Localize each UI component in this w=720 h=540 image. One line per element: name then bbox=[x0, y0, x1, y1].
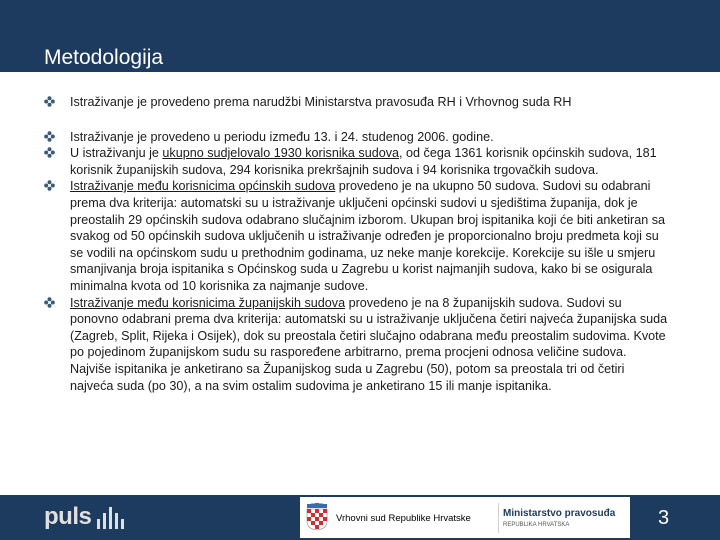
diamond-bullet-icon bbox=[44, 180, 55, 191]
ministry-name: Ministarstvo pravosuđa bbox=[503, 508, 616, 519]
header-bar bbox=[0, 0, 720, 72]
list-item bbox=[44, 94, 669, 111]
methodology-list bbox=[44, 94, 669, 394]
item-text: Istraživanje je provedeno prema narudžbi Ministarstva pravosuđa RH i Vrhovnog suda RH bbox=[70, 95, 572, 109]
footer-bar bbox=[0, 495, 720, 540]
item-text-underlined: ukupno sudjelovalo 1930 korisnika sudova bbox=[162, 146, 400, 161]
logo-text: puls bbox=[44, 503, 92, 530]
item-text-post: provedeno je na ukupno 50 sudova. Sudovi su odabrani prema dva kriterija: automatski su u istraživanje uključeni općinski sudovi u sjedištima županija, dok je preostalih 29 općinskih sudova odabrano slučajnim izborom. Ukupan broj ispitanika koji će biti anketiran sa svakog od 50 općinskih sudova uključenih u istraživanje određen je proporcionalno broju predmeta koji su se vodili na općinskom sudu u prethodnim godinama, uz neke manje korekcije. Korekcije su išle u smjeru smanjivanja broja ispitanika s Općinskog suda u Zagrebu u korist najmanjih sudova, kako bi se osigurala minimalna kvota od 10 korisnika za najmanje sudove. bbox=[70, 179, 666, 293]
diamond-bullet-icon bbox=[44, 297, 55, 308]
diamond-bullet-icon bbox=[44, 131, 55, 142]
list-item bbox=[44, 129, 669, 146]
item-text: Istraživanje je provedeno u periodu između 13. i 24. studenog 2006. godine. bbox=[70, 129, 494, 144]
slide-title: Metodologija bbox=[44, 46, 164, 69]
partner-logo-strip bbox=[300, 497, 630, 538]
page-number: 3 bbox=[658, 507, 670, 529]
ministry-subtitle: REPUBLIKA HRVATSKA bbox=[503, 522, 570, 528]
croatian-coat-of-arms-icon bbox=[306, 503, 328, 531]
list-item bbox=[44, 295, 669, 395]
diamond-bullet-icon bbox=[44, 96, 55, 107]
item-text-post: , od čega 1361 korisnik općinskih sudova, 181 korisnik županijskih sudova, 294 korisnika prekršajnih sudova i 94 korisnika trgovačkih sudova. bbox=[70, 146, 657, 177]
item-text-underlined: Istraživanje među korisnicima županijskih sudova bbox=[70, 295, 346, 310]
list-item bbox=[44, 178, 669, 294]
ministry-logo bbox=[498, 503, 627, 533]
item-text-pre: U istraživanju je bbox=[70, 146, 163, 161]
item-text-post: provedeno je na 8 županijskih sudova. Sudovi su ponovno odabrani prema dva kriterija: automatski su u istraživanje uključena četiri najveća županijska suda (Zagreb, Split, Rijeka i Osijek), dok su preostala četiri slučajno odabrana među preostalim sudovima. Kvote po pojedinom županijskom sudu su raspoređene arbitrarno, prema procjeni odnosa veličine sudova. Najviše ispitanika je anketirano sa Županijskog suda u Zagrebu (50), potom sa preostala tri od četiri najveća suda (po 30), a na svim ostalim sudovima je anketirano 15 ili manje ispitanika. bbox=[70, 295, 668, 393]
supreme-court-label: Vrhovni sud Republike Hrvatske bbox=[336, 513, 471, 524]
signal-bars-icon bbox=[94, 507, 124, 529]
diamond-bullet-icon bbox=[44, 147, 55, 158]
puls-logo bbox=[44, 503, 124, 529]
list-item bbox=[44, 145, 669, 178]
item-text-underlined: Istraživanje među korisnicima općinskih sudova bbox=[70, 179, 336, 194]
